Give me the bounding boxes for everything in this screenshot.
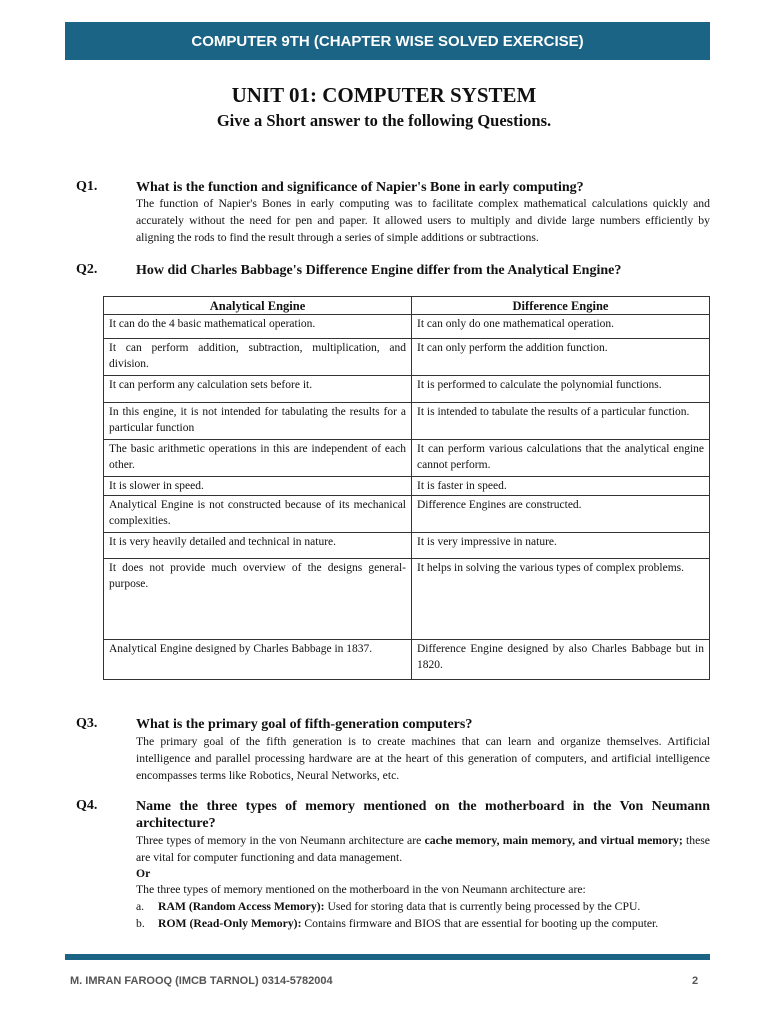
table-row bbox=[104, 315, 710, 339]
footer-divider bbox=[65, 954, 710, 960]
or-separator: Or bbox=[136, 867, 151, 880]
table-header-row bbox=[104, 297, 710, 315]
answer-suffix: these are vital for computer functioning and data management. bbox=[136, 834, 710, 864]
answer-prefix: Three types of memory in the von Neumann architecture are bbox=[136, 834, 425, 847]
table-cell: It can perform addition, subtraction, multiplication, and division. bbox=[104, 339, 412, 376]
table-cell: In this engine, it is not intended for tabulating the results for a particular function bbox=[104, 403, 412, 440]
table-cell: Analytical Engine designed by Charles Babbage in 1837. bbox=[104, 640, 412, 680]
comparison-table bbox=[103, 296, 710, 680]
table-cell: It can perform various calculations that the analytical engine cannot perform. bbox=[412, 440, 710, 477]
question-text: How did Charles Babbage's Difference Engine differ from the Analytical Engine? bbox=[136, 263, 622, 278]
list-desc: Contains firmware and BIOS that are essential for booting up the computer. bbox=[301, 917, 659, 930]
table-cell: It can perform any calculation sets before it. bbox=[104, 376, 412, 403]
page-number: 2 bbox=[692, 975, 699, 987]
column-header: Difference Engine bbox=[412, 297, 710, 315]
alt-intro: The three types of memory mentioned on the motherboard in the von Neumann architecture are: bbox=[136, 883, 586, 896]
table-row bbox=[104, 403, 710, 440]
footer-author: M. IMRAN FAROOQ (IMCB TARNOL) 0314-5782004 bbox=[70, 975, 333, 987]
list-term: RAM (Random Access Memory): bbox=[158, 900, 325, 913]
table-row bbox=[104, 496, 710, 533]
question-number: Q2. bbox=[76, 262, 98, 277]
answer-text: The primary goal of the fifth generation is to create machines that can learn and organize themselves. Artificial intelligence and parallel processing hardware are at the heart of this generation of computers, and artificial intelligence encompasses terms like Robotics, Neural Networks, etc. bbox=[136, 735, 710, 782]
table-cell: It does not provide much overview of the designs general-purpose. bbox=[104, 559, 412, 640]
table-cell: It is slower in speed. bbox=[104, 477, 412, 496]
header-banner: COMPUTER 9TH (CHAPTER WISE SOLVED EXERCISE) bbox=[65, 22, 710, 60]
list-term: ROM (Read-Only Memory): bbox=[158, 917, 302, 930]
table-cell: It can only do one mathematical operation. bbox=[412, 315, 710, 339]
table-cell: It can only perform the addition function. bbox=[412, 339, 710, 376]
table-cell: It is performed to calculate the polynomial functions. bbox=[412, 376, 710, 403]
table-cell: It can do the 4 basic mathematical operation. bbox=[104, 315, 412, 339]
table-cell: Analytical Engine is not constructed because of its mechanical complexities. bbox=[104, 496, 412, 533]
question-number: Q4. bbox=[76, 798, 98, 813]
table-row bbox=[104, 440, 710, 477]
list-desc: Used for storing data that is currently being processed by the CPU. bbox=[324, 900, 641, 913]
column-header: Analytical Engine bbox=[104, 297, 412, 315]
table-row bbox=[104, 376, 710, 403]
list-marker: b. bbox=[136, 917, 145, 930]
list-item bbox=[136, 915, 710, 932]
list-item bbox=[136, 898, 710, 915]
question-text: What is the primary goal of fifth-generation computers? bbox=[136, 717, 473, 732]
page-title: UNIT 01: COMPUTER SYSTEM bbox=[231, 83, 537, 107]
question-text: Name the three types of memory mentioned on the motherboard in the Von Neumann architecture? bbox=[136, 799, 710, 831]
answer-bold-terms: cache memory, main memory, and virtual memory; bbox=[424, 834, 683, 847]
table-cell: Difference Engines are constructed. bbox=[412, 496, 710, 533]
table-cell: It is intended to tabulate the results of a particular function. bbox=[412, 403, 710, 440]
answer-text: The function of Napier's Bones in early computing was to facilitate complex mathematical calculations quickly and accurately without the need for pen and paper. It allowed users to multiply and divide large numbers efficiently by aligning the rods to find the result through a series of simple additions or subtractions. bbox=[136, 197, 710, 244]
table-cell: It helps in solving the various types of complex problems. bbox=[412, 559, 710, 640]
list-marker: a. bbox=[136, 900, 145, 913]
table-row bbox=[104, 533, 710, 559]
answer-text bbox=[136, 832, 710, 866]
table-row bbox=[104, 339, 710, 376]
question-number: Q3. bbox=[76, 716, 98, 731]
page-subtitle: Give a Short answer to the following Questions. bbox=[216, 111, 552, 130]
table-row bbox=[104, 559, 710, 640]
table-cell: It is very impressive in nature. bbox=[412, 533, 710, 559]
question-number: Q1. bbox=[76, 179, 98, 194]
table-cell: It is faster in speed. bbox=[412, 477, 710, 496]
memory-list bbox=[136, 898, 710, 932]
table-row bbox=[104, 477, 710, 496]
table-row bbox=[104, 640, 710, 680]
table-cell: The basic arithmetic operations in this are independent of each other. bbox=[104, 440, 412, 477]
table-cell: It is very heavily detailed and technical in nature. bbox=[104, 533, 412, 559]
question-text: What is the function and significance of Napier's Bone in early computing? bbox=[136, 180, 584, 195]
table-cell: Difference Engine designed by also Charles Babbage but in 1820. bbox=[412, 640, 710, 680]
